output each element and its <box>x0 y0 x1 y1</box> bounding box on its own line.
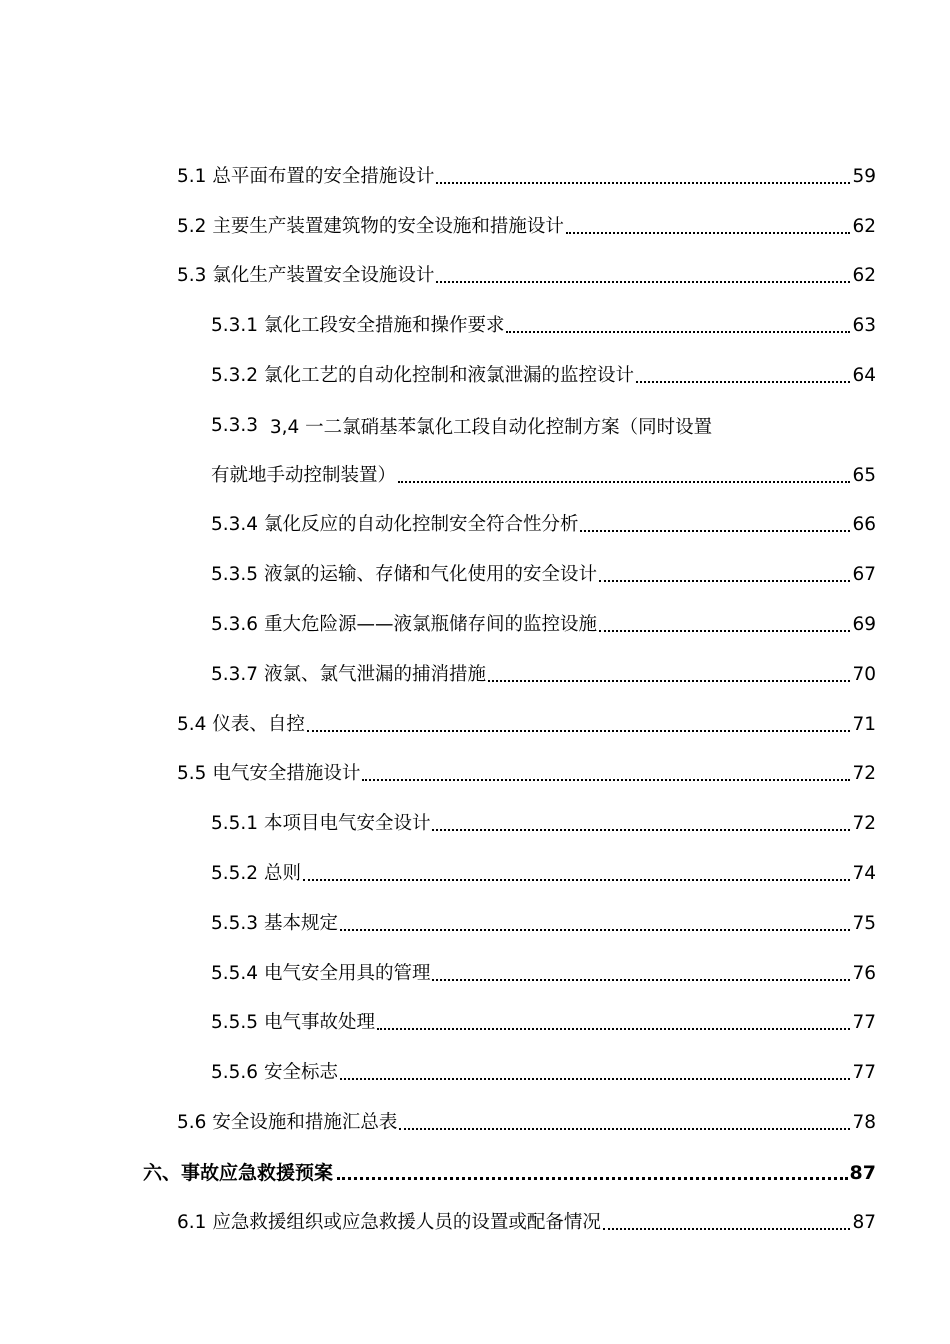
toc-entry-5-3-1[interactable] <box>0 301 950 351</box>
toc-entry-5-5-1[interactable] <box>0 799 950 849</box>
toc-number: 5.5.5 <box>211 1012 259 1034</box>
toc-title: 六、事故应急救援预案 <box>143 1161 334 1184</box>
dot-leader <box>603 1227 851 1230</box>
toc-page-number: 72 <box>852 763 876 785</box>
toc-page-number: 74 <box>852 863 876 885</box>
toc-page-number: 87 <box>852 1211 876 1233</box>
dot-leader <box>362 778 850 781</box>
toc-number: 5.5.3 <box>211 912 259 934</box>
toc-entry-5-3-7[interactable] <box>0 650 950 700</box>
toc-page-number: 62 <box>852 215 876 237</box>
toc-entry-5-3-6[interactable] <box>0 600 950 650</box>
toc-number: 5.3.5 <box>211 564 259 586</box>
toc-number: 5.3.4 <box>211 514 259 536</box>
toc-title: 主要生产装置建筑物的安全设施和措施设计 <box>212 215 564 237</box>
toc-entry-chapter-6[interactable] <box>0 1148 950 1198</box>
toc-page-number: 69 <box>852 614 876 636</box>
toc-entry-5-3-4[interactable] <box>0 501 950 551</box>
toc-number: 5.6 <box>177 1112 207 1134</box>
dot-leader <box>432 828 850 831</box>
toc-page-number: 67 <box>852 564 876 586</box>
toc-entry-5-5-6[interactable] <box>0 1048 950 1098</box>
toc-title: 氯化生产装置安全设施设计 <box>212 265 435 287</box>
toc-entry-5-5-2[interactable] <box>0 849 950 899</box>
dot-leader <box>506 330 850 333</box>
toc-number: 5.3.3 <box>211 415 259 437</box>
toc-entry-5-5-3[interactable] <box>0 899 950 949</box>
dot-leader <box>340 928 850 931</box>
toc-page-number: 70 <box>852 663 876 685</box>
toc-number: 5.4 <box>177 713 207 735</box>
toc-entry-5-3-3-line2[interactable] <box>0 451 950 501</box>
dot-leader <box>636 380 850 383</box>
toc-entry-5-1[interactable] <box>0 152 950 202</box>
toc-title: 总则 <box>263 863 301 885</box>
toc-number: 6.1 <box>177 1211 207 1233</box>
toc-title: 液氯、氯气泄漏的捕消措施 <box>263 663 486 685</box>
toc-entry-5-5[interactable] <box>0 750 950 800</box>
toc-entry-5-5-4[interactable] <box>0 949 950 999</box>
toc-entry-5-4[interactable] <box>0 700 950 750</box>
toc-page-number: 75 <box>852 912 876 934</box>
dot-leader <box>340 1077 850 1080</box>
toc-title: 安全标志 <box>263 1062 338 1084</box>
dot-leader <box>599 579 850 582</box>
toc-page-number: 78 <box>852 1112 876 1134</box>
dot-leader <box>432 978 850 981</box>
toc-number: 5.5 <box>177 763 207 785</box>
toc-entry-5-3[interactable] <box>0 252 950 302</box>
toc-entry-5-5-5[interactable] <box>0 999 950 1049</box>
toc-entry-5-6[interactable] <box>0 1098 950 1148</box>
table-of-contents <box>0 152 950 1248</box>
dot-leader <box>303 878 850 881</box>
toc-title: 总平面布置的安全措施设计 <box>212 165 435 187</box>
toc-page-number: 72 <box>852 813 876 835</box>
toc-page-number: 59 <box>852 165 876 187</box>
toc-number: 5.5.1 <box>211 813 259 835</box>
dot-leader <box>307 729 851 732</box>
toc-entry-5-2[interactable] <box>0 202 950 252</box>
dot-leader <box>580 529 850 532</box>
toc-title-continued: 有就地手动控制装置） <box>211 464 397 486</box>
toc-title: 3,4 一二氯硝基苯氯化工段自动化控制方案（同时设置 <box>269 416 713 438</box>
toc-number: 5.3.1 <box>211 315 259 337</box>
dot-leader <box>436 280 850 283</box>
toc-number: 5.5.4 <box>211 962 259 984</box>
toc-entry-5-3-3-line1[interactable] <box>0 401 950 451</box>
toc-page-number: 77 <box>852 1062 876 1084</box>
toc-page-number: 77 <box>852 1012 876 1034</box>
dot-leader <box>399 1127 850 1130</box>
toc-title: 氯化反应的自动化控制安全符合性分析 <box>263 514 579 536</box>
toc-number: 5.3.7 <box>211 663 259 685</box>
toc-page-number: 63 <box>852 315 876 337</box>
toc-page-number: 66 <box>852 514 876 536</box>
dot-leader <box>488 679 850 682</box>
toc-title: 液氯的运输、存储和气化使用的安全设计 <box>263 564 597 586</box>
toc-number: 5.3.6 <box>211 614 259 636</box>
toc-number: 5.2 <box>177 215 207 237</box>
toc-title: 安全设施和措施汇总表 <box>212 1112 398 1134</box>
dot-leader <box>436 181 850 184</box>
toc-page-number: 62 <box>852 265 876 287</box>
toc-title: 应急救援组织或应急救援人员的设置或配备情况 <box>212 1211 601 1233</box>
toc-number: 5.3.2 <box>211 365 259 387</box>
toc-title: 基本规定 <box>263 912 338 934</box>
dot-leader <box>566 231 851 234</box>
dot-leader <box>377 1027 850 1030</box>
toc-entry-5-3-2[interactable] <box>0 351 950 401</box>
toc-title: 本项目电气安全设计 <box>263 813 431 835</box>
toc-page-number: 87 <box>849 1161 876 1184</box>
toc-number: 5.5.6 <box>211 1062 259 1084</box>
toc-title: 氯化工艺的自动化控制和液氯泄漏的监控设计 <box>263 365 634 387</box>
dot-leader <box>337 1176 848 1180</box>
toc-page-number: 71 <box>852 713 876 735</box>
dot-leader <box>599 629 850 632</box>
toc-page-number: 65 <box>852 464 876 486</box>
toc-title: 重大危险源——液氯瓶储存间的监控设施 <box>263 614 597 636</box>
toc-title: 电气安全措施设计 <box>212 763 361 785</box>
toc-title: 电气安全用具的管理 <box>263 962 431 984</box>
toc-title: 电气事故处理 <box>263 1012 375 1034</box>
toc-entry-6-1[interactable] <box>0 1198 950 1248</box>
toc-title: 仪表、自控 <box>212 713 305 735</box>
toc-title: 氯化工段安全措施和操作要求 <box>263 315 505 337</box>
dot-leader <box>398 480 850 483</box>
toc-page-number: 76 <box>852 962 876 984</box>
toc-number: 5.5.2 <box>211 863 259 885</box>
toc-entry-5-3-5[interactable] <box>0 550 950 600</box>
toc-number: 5.1 <box>177 165 207 187</box>
toc-page-number: 64 <box>852 365 876 387</box>
toc-number: 5.3 <box>177 265 207 287</box>
